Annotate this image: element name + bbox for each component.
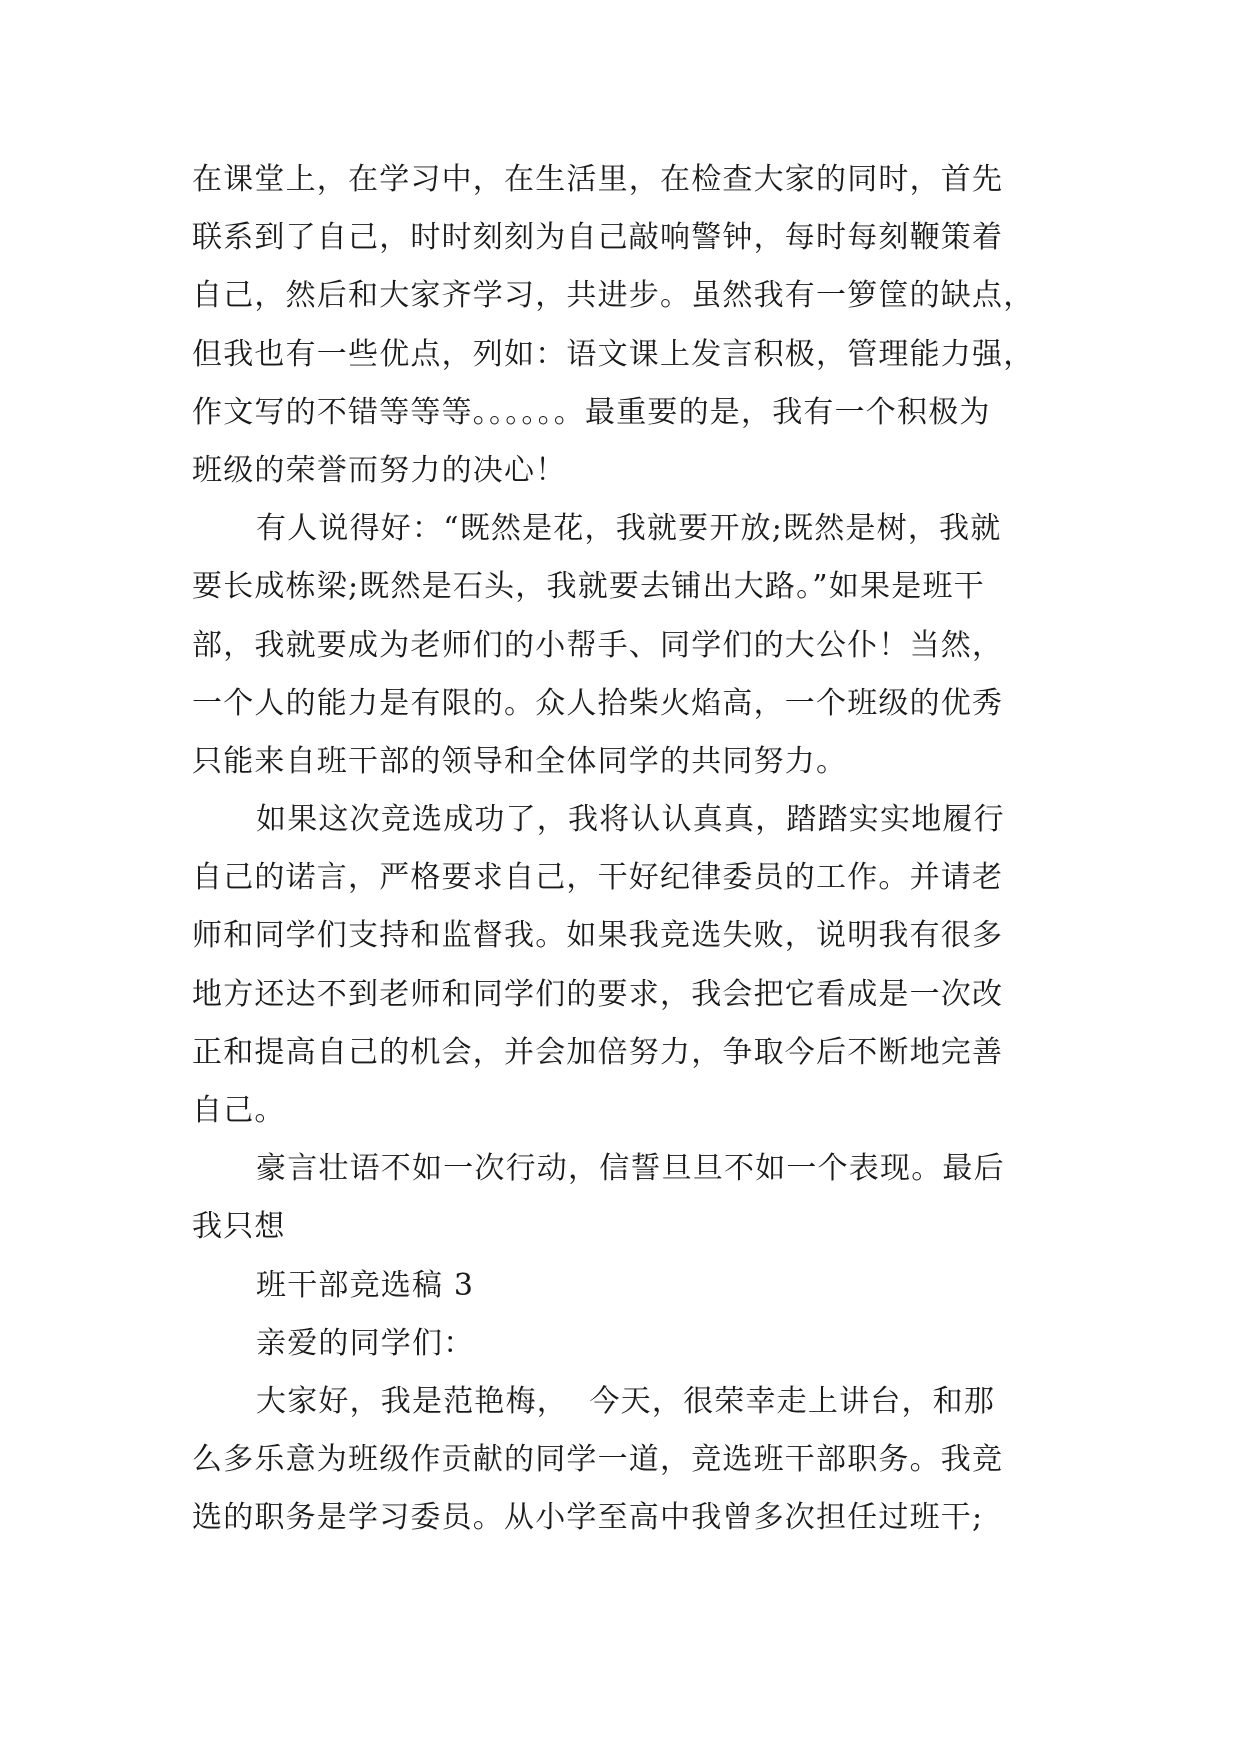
paragraph-start-line: 如果这次竞选成功了，我将认认真真，踏踏实实地履行 bbox=[256, 802, 1005, 838]
body-text bbox=[192, 160, 1092, 1557]
paragraph-start-line: 豪言壮语不如一次行动，信誓旦旦不如一个表现。最后 bbox=[256, 1151, 1005, 1187]
text-line: 只能来自班干部的领导和全体同学的共同努力。 bbox=[192, 743, 848, 779]
text-line: 选的职务是学习委员。从小学至高中我曾多次担任过班干; bbox=[192, 1500, 984, 1536]
paragraph-start-line: 有人说得好：“既然是花，我就要开放;既然是树，我就 bbox=[256, 511, 1002, 547]
text-line: 联系到了自己，时时刻刻为自己敲响警钟，每时每刻鞭策着 bbox=[192, 220, 1004, 256]
text-line: 一个人的能力是有限的。众人拾柴火焰高，一个班级的优秀 bbox=[192, 685, 1004, 721]
paragraph-start-line: 大家好，我是范艳梅， 今天，很荣幸走上讲台，和那 bbox=[256, 1383, 996, 1419]
text-line: 班级的荣誉而努力的决心！ bbox=[192, 452, 567, 488]
text-line: 自己。 bbox=[192, 1093, 286, 1128]
text-line: 在课堂上，在学习中，在生活里，在检查大家的同时，首先 bbox=[192, 162, 1004, 197]
text-line: 正和提高自己的机会，并会加倍努力，争取今后不断地完善 bbox=[192, 1034, 1004, 1070]
text-line: 么多乐意为班级作贡献的同学一道，竞选班干部职务。我竞 bbox=[192, 1442, 1004, 1478]
section-title: 班干部竞选稿 3 bbox=[256, 1267, 475, 1303]
text-line: 但我也有一些优点，列如：语文课上发言积极，管理能力强， bbox=[192, 336, 1035, 372]
text-line: 师和同学们支持和监督我。如果我竞选失败，说明我有很多 bbox=[192, 918, 1004, 954]
text-line: 地方还达不到老师和同学们的要求，我会把它看成是一次改 bbox=[192, 976, 1004, 1012]
salutation: 亲爱的同学们： bbox=[256, 1325, 475, 1361]
text-line: 自己的诺言，严格要求自己，干好纪律委员的工作。并请老 bbox=[192, 860, 1004, 896]
text-line: 我只想 bbox=[192, 1209, 286, 1245]
text-line: 部，我就要成为老师们的小帮手、同学们的大公仆！当然， bbox=[192, 627, 1004, 663]
text-line: 自己，然后和大家齐学习，共进步。虽然我有一箩筐的缺点， bbox=[192, 278, 1035, 314]
text-line: 作文写的不错等等等。。。。。。最重要的是，我有一个积极为 bbox=[192, 394, 991, 430]
text-line: 要长成栋梁;既然是石头，我就要去铺出大路。”如果是班干 bbox=[192, 569, 985, 605]
